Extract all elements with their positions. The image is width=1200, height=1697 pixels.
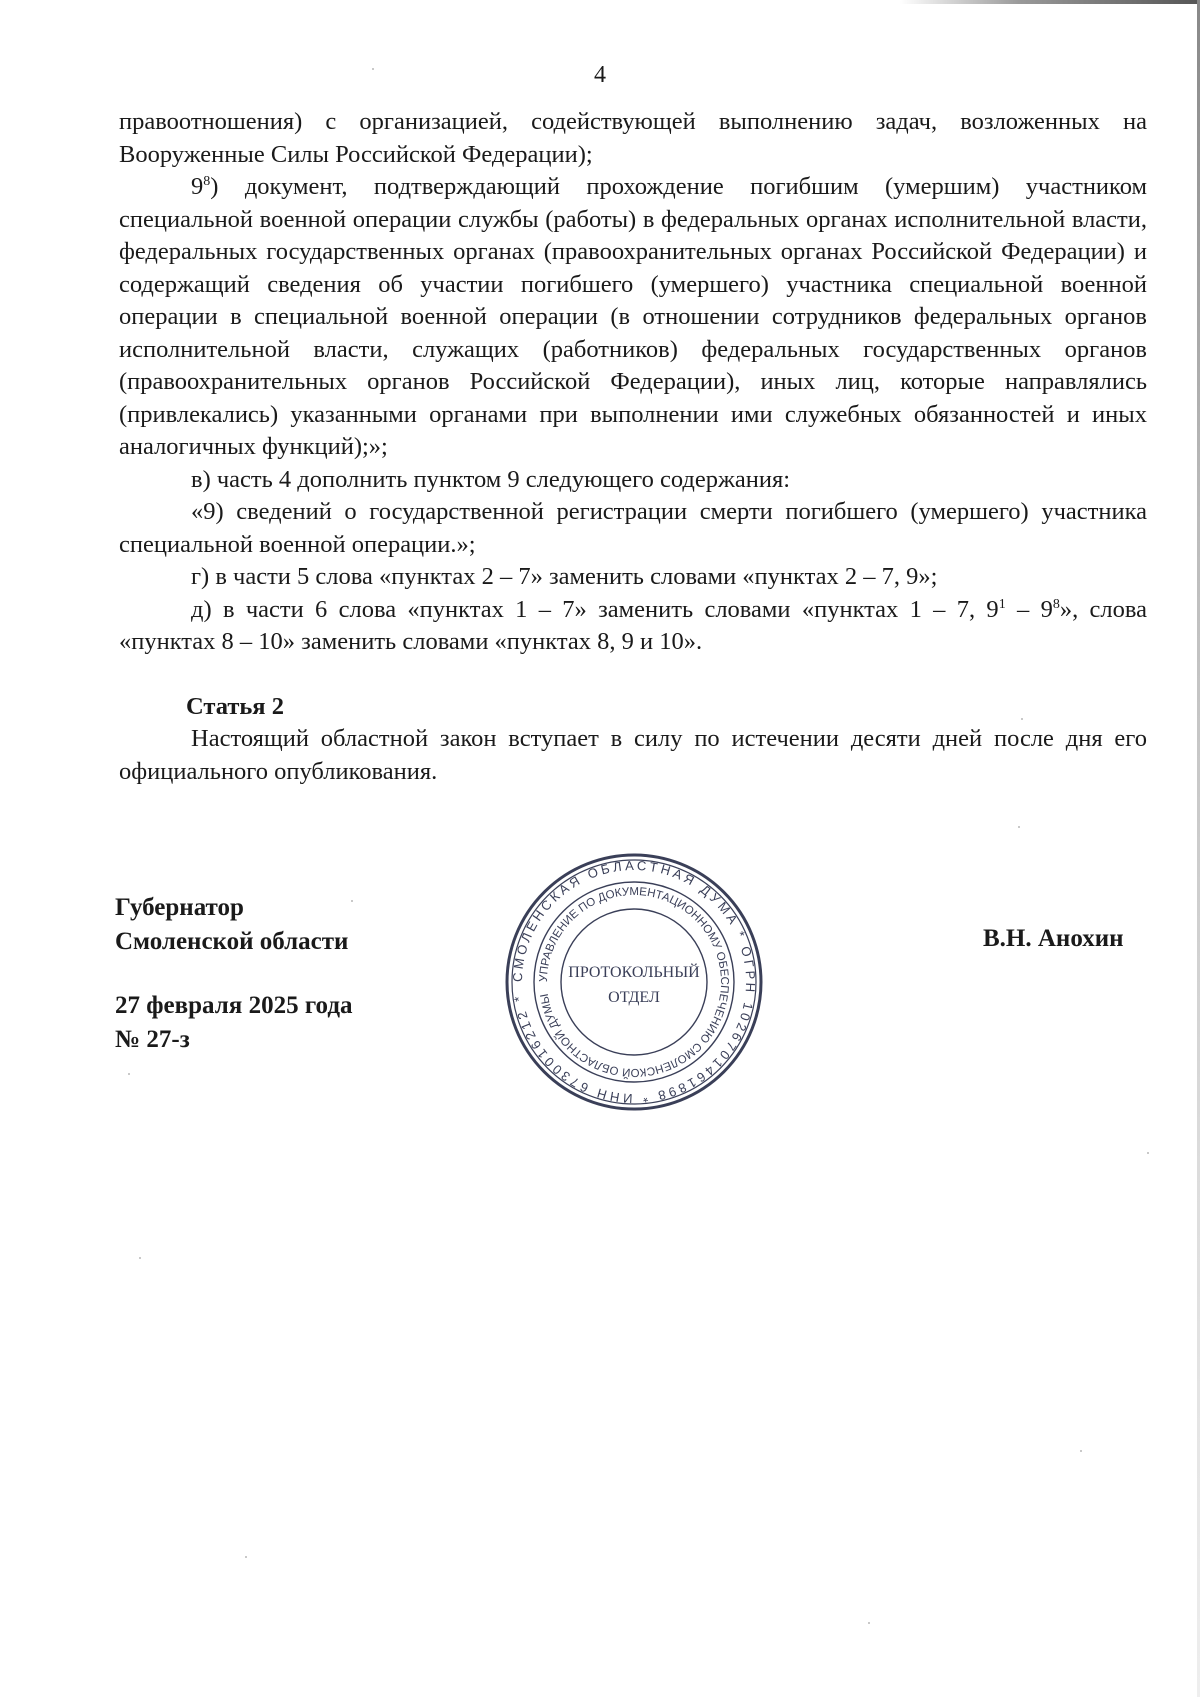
scan-speck xyxy=(868,1622,870,1624)
seal-center-line-1: ПРОТОКОЛЬНЫЙ xyxy=(568,964,700,981)
scan-speck xyxy=(139,1257,141,1259)
scan-speck xyxy=(372,68,374,70)
position-line-1: Губернатор xyxy=(115,894,244,921)
item-number: 9 xyxy=(191,173,204,200)
paragraph-item-9: «9) сведений о государственной регистрации смерти погибшего (умершего) участника специальной военной операции.»; xyxy=(119,498,1147,558)
scan-speck xyxy=(245,1556,247,1558)
paragraph-d xyxy=(119,594,1147,659)
article-2-body: Настоящий областной закон вступает в силу по истечении десяти дней после дня его официального опубликования. xyxy=(119,725,1147,785)
scan-speck xyxy=(1021,718,1023,720)
seal-outer-text: СМОЛЕНСКАЯ ОБЛАСТНАЯ ДУМА * ОГРН 1026701461898 * ИНН 6730016212 * xyxy=(509,857,759,1107)
paragraph-g: г) в части 5 слова «пунктах 2 – 7» заменить словами «пунктах 2 – 7, 9»; xyxy=(191,563,938,590)
seal-middle-ring xyxy=(534,882,734,1082)
law-number: № 27-з xyxy=(115,1026,190,1053)
paragraph-d-superscript-2: 8 xyxy=(1052,596,1060,612)
law-date: 27 февраля 2025 года xyxy=(115,992,353,1019)
position-line-2: Смоленской области xyxy=(115,928,349,955)
signatory-name: В.Н. Анохин xyxy=(983,925,1124,952)
paragraph-d-part-a: д) в части 6 слова «пунктах 1 – 7» заменить словами «пунктах 1 – 7, 9 xyxy=(191,595,999,623)
seal-inner-text: УПРАВЛЕНИЕ ПО ДОКУМЕНТАЦИОННОМУ ОБЕСПЕЧЕНИЮ СМОЛЕНСКОЙ ОБЛАСТНОЙ ДУМЫ xyxy=(537,885,731,1079)
paragraph-d-superscript-1: 1 xyxy=(998,596,1006,612)
signatory-position xyxy=(115,891,348,959)
paragraph-d-part-c: », слова «пунктах 8 – 10» заменить словами «пунктах 8, 9 и 10». xyxy=(119,595,1147,655)
scan-speck xyxy=(1147,1152,1149,1154)
article-2-title: Статья 2 xyxy=(186,692,284,720)
item-text: ) документ, подтверждающий прохождение погибшим (умершим) участником специальной военной операции службы (работы) в федеральных органах исполнительной власти, федеральных государственных органах (правоохранительных органах Российской Федерации) и содержащий сведения об участии погибшего (умершего) участника специальной военной операции в специальной военной операции (в отношении сотрудников федеральных органов исполнительной власти, служащих (работников) федеральных государственных органов (правоохранительных органов Российской Федерации), иных лиц, которые направлялись (привлекались) указанными органами при выполнении ими служебных обязанностей и иных аналогичных функций);»; xyxy=(119,173,1147,460)
scan-edge-top xyxy=(900,0,1200,4)
scan-speck xyxy=(351,900,353,902)
page-number: 4 xyxy=(594,62,606,88)
seal-center-line-2: ОТДЕЛ xyxy=(608,989,660,1006)
paragraph-d-part-b: – 9 xyxy=(1005,595,1053,623)
scan-speck xyxy=(1080,1450,1082,1452)
scan-speck xyxy=(128,1073,130,1075)
paragraph-v: в) часть 4 дополнить пунктом 9 следующего содержания: xyxy=(191,465,791,493)
paragraph-item-9-8 xyxy=(119,171,1147,464)
official-seal xyxy=(504,852,764,1112)
scan-speck xyxy=(1018,826,1020,828)
law-date-number xyxy=(115,989,352,1057)
document-body xyxy=(119,106,1147,788)
seal-inner-ring xyxy=(561,909,707,1055)
paragraph-continuation: правоотношения) с организацией, содействующей выполнению задач, возложенных на Вооруженные Силы Российской Федерации); xyxy=(119,108,1147,168)
item-superscript: 8 xyxy=(203,173,211,189)
section-gap xyxy=(119,659,1147,691)
